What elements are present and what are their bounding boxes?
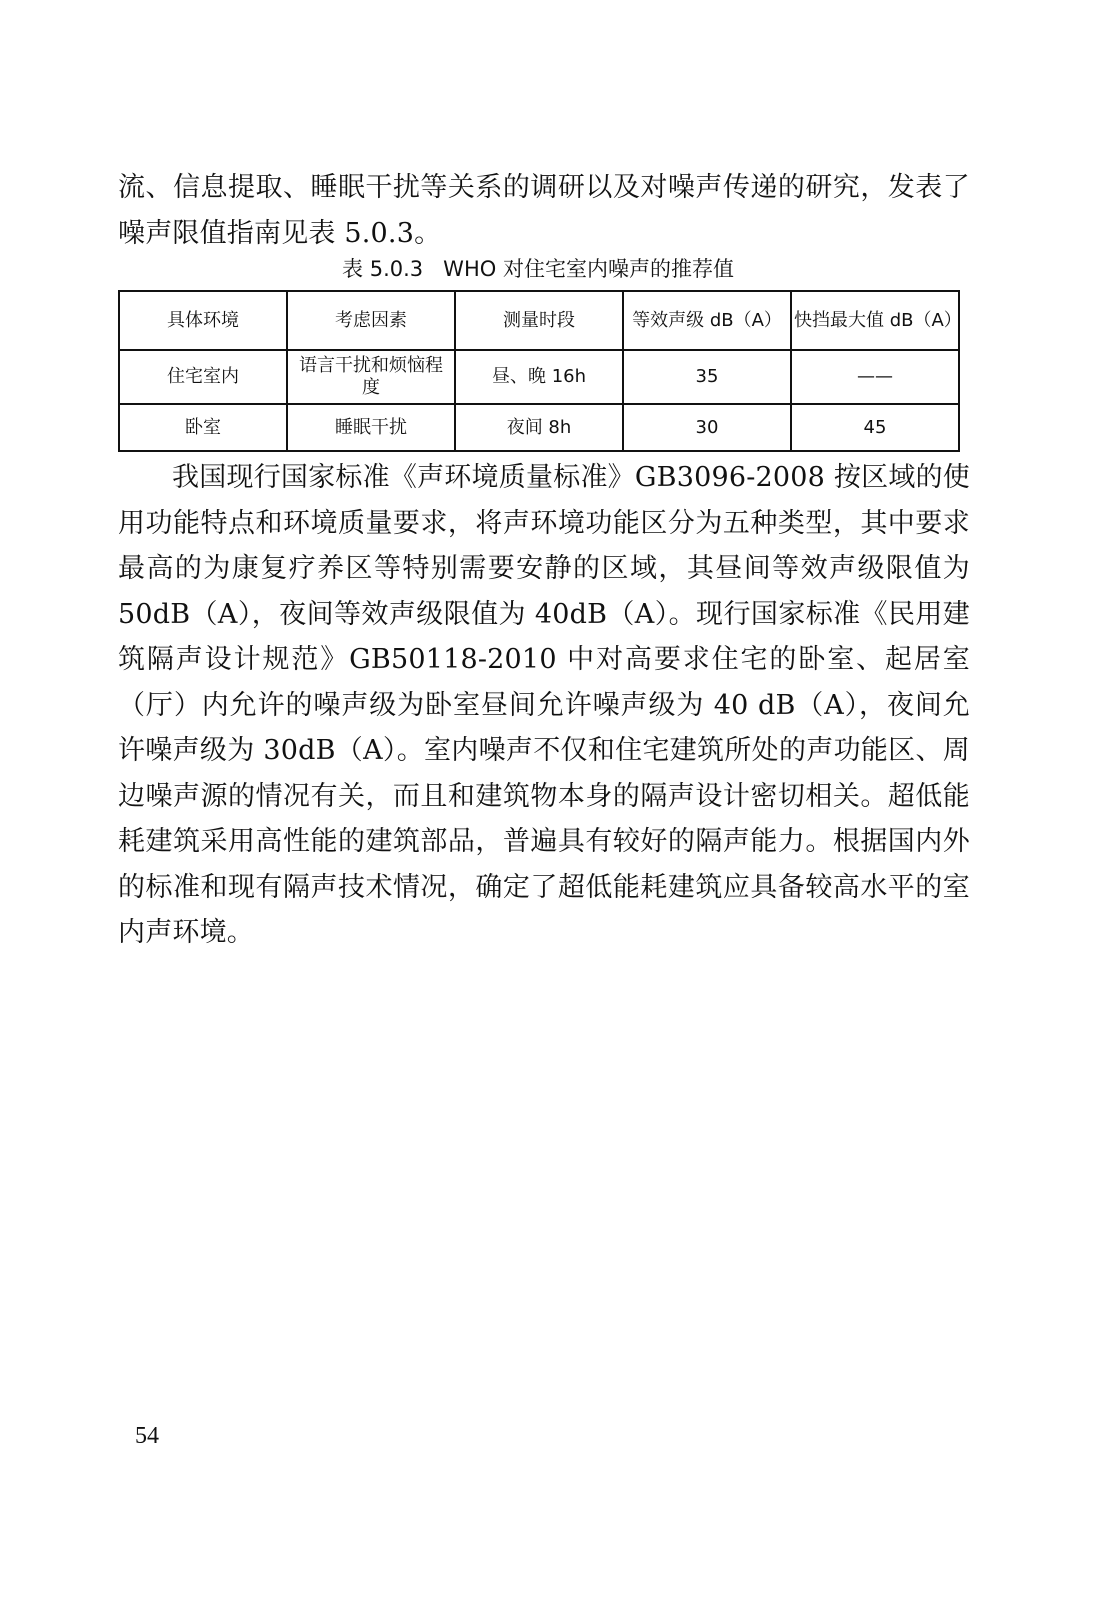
page-number: 54 (135, 1423, 159, 1449)
table-caption: 表 5.0.3 WHO 对住宅室内噪声的推荐值 (342, 257, 734, 281)
table-cell: 30 (623, 404, 791, 451)
table-header-row (119, 291, 959, 350)
table-cell: 睡眠干扰 (287, 404, 455, 451)
table-cell: 住宅室内 (119, 350, 287, 404)
table-cell: —— (791, 350, 959, 404)
header-cell-factor: 考虑因素 (287, 291, 455, 350)
header-cell-period: 测量时段 (455, 291, 623, 350)
header-cell-fast-max: 快挡最大值 dB（A） (791, 291, 959, 350)
header-cell-equivalent-level: 等效声级 dB（A） (623, 291, 791, 350)
main-paragraph: 我国现行国家标准《声环境质量标准》GB3096-2008 按区域的使用功能特点和环境质量要求，将声环境功能区分为五种类型，其中要求最高的为康复疗养区等特别需要安静的区域，其昼间等效声级限值为 50dB（A），夜间等效声级限值为 40dB（A）。现行国家标准《民用建筑隔声设计规范》GB50118-2010 中对高要求住宅的卧室、起居室（厅）内允许的噪声级为卧室昼间允许噪声级为 40 dB（A），夜间允许噪声级为 30dB（A）。室内噪声不仅和住宅建筑所处的声功能区、周边噪声源的情况有关，而且和建筑物本身的隔声设计密切相关。超低能耗建筑采用高性能的建筑部品，普遍具有较好的隔声能力。根据国内外的标准和现有隔声技术情况，确定了超低能耗建筑应具备较高水平的室内声环境。 (118, 462, 970, 948)
header-cell-environment: 具体环境 (119, 291, 287, 350)
table-row (119, 350, 959, 404)
intro-paragraph: 流、信息提取、睡眠干扰等关系的调研以及对噪声传递的研究，发表了噪声限值指南见表 5.0.3。 (118, 172, 970, 249)
table-cell: 45 (791, 404, 959, 451)
table-cell: 语言干扰和烦恼程度 (287, 350, 455, 404)
table-cell: 35 (623, 350, 791, 404)
table-cell: 卧室 (119, 404, 287, 451)
table-cell: 夜间 8h (455, 404, 623, 451)
table-cell: 昼、晚 16h (455, 350, 623, 404)
noise-recommendation-table (118, 290, 960, 452)
table-row (119, 404, 959, 451)
